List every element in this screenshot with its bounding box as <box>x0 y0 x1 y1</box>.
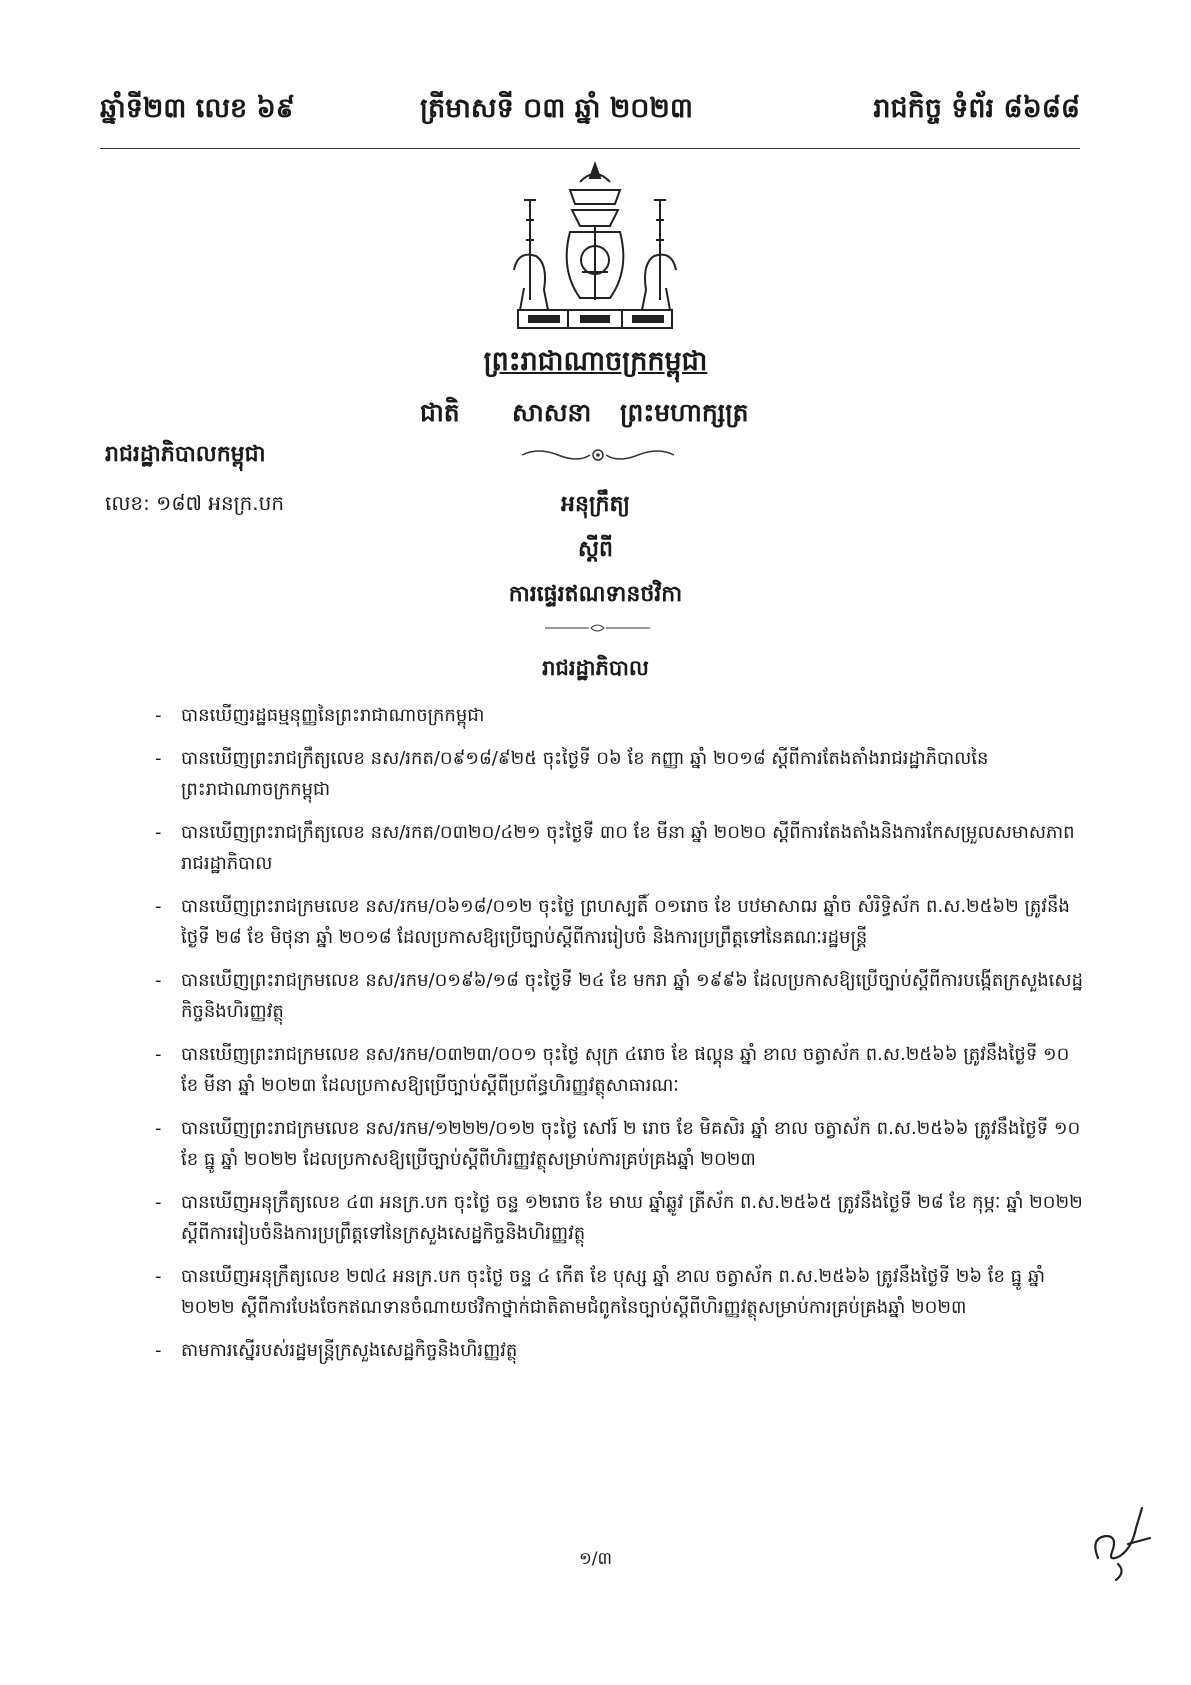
document-type: អនុក្រឹត្យ <box>561 492 630 517</box>
motto-religion: សាសនា <box>512 398 592 427</box>
clause-text: បានឃើញអនុក្រឹត្យលេខ ៤៣ អនក្រ.បក ចុះថ្ងៃ ចន្ទ ១២រោច ខែ មាឃ ឆ្នាំឆ្លូវ ត្រីស័ក ព.ស.២៥៦៥ ត្រូវនឹងថ្ងៃទី ២៨ ខែ កុម្ភៈ ឆ្នាំ ២០២២ ស្តីពីការរៀបចំនិងការប្រព្រឹត្តទៅនៃក្រសួងសេដ្ឋកិច្ចនិងហិរញ្ញវត្ថុ <box>181 1191 1083 1244</box>
header-year-issue: ឆ្នាំទី២៣ លេខ ៦៩ <box>100 93 295 124</box>
motto-king: ព្រះមហាក្សត្រ <box>620 398 749 427</box>
clause-item <box>155 965 1085 1028</box>
clause-item <box>155 1039 1085 1102</box>
clause-text: បានឃើញព្រះរាជក្រមលេខ នស/រកម/០១៩៦/១៨ ចុះថ្ងៃទី ២៤ ខែ មករា ឆ្នាំ ១៩៩៦ ដែលប្រកាសឱ្យប្រើច្បាប់ស្តីពីការបង្កើតក្រសួងសេដ្ឋកិច្ចនិងហិរញ្ញវត្ថុ <box>181 969 1083 1022</box>
document-subject: ការផ្ទេរឥណទានថវិកា <box>508 582 683 607</box>
clause-text: បានឃើញព្រះរាជក្រមលេខ នស/រកម/០៣២៣/០០១ ចុះថ្ងៃ សុក្រ ៤រោច ខែ ផល្គុន ឆ្នាំ ខាល ចត្វាស័ក ព.ស.២៥៦៦ ត្រូវនឹងថ្ងៃទី ១០ ខែ មីនា ឆ្នាំ ២០២៣ ដែលប្រកាសឱ្យប្រើច្បាប់ស្តីពីប្រព័ន្ធហិរញ្ញវត្ថុសាធារណៈ <box>181 1043 1070 1096</box>
header-date: ត្រីមាសទី ០៣ ឆ្នាំ ២០២៣ <box>420 93 693 124</box>
page-number: ១/៣ <box>578 1549 613 1569</box>
clause-text: តាមការស្នើរបស់រដ្ឋមន្ត្រីក្រសួងសេដ្ឋកិច្ចនិងហិរញ្ញវត្ថុ <box>181 1339 518 1361</box>
clause-text: បានឃើញរដ្ឋធម្មនុញ្ញនៃព្រះរាជាណាចក្រកម្ពុជា <box>181 705 485 726</box>
clause-item <box>155 817 1085 880</box>
header-gazette-page: រាជកិច្ច ទំព័រ ៨៦៨៨ <box>873 93 1080 124</box>
signature-icon <box>1088 1498 1158 1583</box>
clause-item <box>155 1187 1085 1250</box>
authority-heading: រាជរដ្ឋាភិបាល <box>542 656 649 680</box>
small-divider-icon <box>545 622 650 634</box>
clause-marker: - <box>155 1191 162 1213</box>
motto-nation: ជាតិ <box>420 398 460 427</box>
gazette-header <box>100 92 1080 142</box>
clause-text: បានឃើញព្រះរាជក្រមលេខ នស/រកម/១២២២/០១២ ចុះថ្ងៃ សៅរ៍ ២ រោច ខែ មិគសិរ ឆ្នាំ ខាល ចត្វាស័ក ព.ស.២៥៦៦ ត្រូវនឹងថ្ងៃទី ១០ ខែ ធ្នូ ឆ្នាំ ២០២២ ដែលប្រកាសឱ្យប្រើច្បាប់ស្តីពីហិរញ្ញវត្ថុសម្រាប់ការគ្រប់គ្រងឆ្នាំ ២០២៣ <box>181 1117 1081 1170</box>
ornament-divider-icon <box>518 445 678 465</box>
clause-marker: - <box>155 747 162 769</box>
clause-marker: - <box>155 821 162 843</box>
clause-item <box>155 743 1085 806</box>
kingdom-title: ព្រះរាជាណាចក្រកម្ពុជា <box>483 346 708 377</box>
document-about: ស្តីពី <box>578 537 613 562</box>
clause-text: បានឃើញព្រះរាជក្រមលេខ នស/រកម/០៦១៨/០១២ ចុះថ្ងៃ ព្រហស្បតិ៍ ០១រោច ខែ បឋមាសាឍ ឆ្នាំច សំរិទ្ធិស័ក ព.ស.២៥៦២ ត្រូវនឹងថ្ងៃទី ២៨ ខែ មិថុនា ឆ្នាំ ២០១៨ ដែលប្រកាសឱ្យប្រើច្បាប់ស្តីពីការរៀបចំ និងការប្រព្រឹត្តទៅនៃគណៈរដ្ឋមន្ត្រី <box>181 895 1070 948</box>
clause-marker: - <box>155 1265 162 1287</box>
clause-text: បានឃើញព្រះរាជក្រឹត្យលេខ នស/រកត/០៣២០/៤២១ ចុះថ្ងៃទី ៣០ ខែ មីនា ឆ្នាំ ២០២០ ស្តីពីការតែងតាំងនិងការកែសម្រួលសមាសភាពរាជរដ្ឋាភិបាល <box>181 821 1075 874</box>
decree-number: លេខ: ១៨៧ អនក្រ.បក <box>105 491 285 515</box>
clause-item <box>155 1261 1085 1324</box>
clause-marker: - <box>155 1043 162 1065</box>
clause-marker: - <box>155 1339 162 1361</box>
header-rule <box>100 148 1080 149</box>
royal-coat-of-arms-icon <box>500 160 690 335</box>
clause-item <box>155 700 1085 732</box>
clause-text: បានឃើញអនុក្រឹត្យលេខ ២៧៤ អនក្រ.បក ចុះថ្ងៃ ចន្ទ ៤ កើត ខែ បុស្ស ឆ្នាំ ខាល ចត្វាស័ក ព.ស.២៥៦៦ ត្រូវនឹងថ្ងៃទី ២៦ ខែ ធ្នូ ឆ្នាំ ២០២២ ស្តីពីការបែងចែកឥណទានចំណាយថវិកាថ្នាក់ជាតិតាមជំពូកនៃច្បាប់ស្តីពីហិរញ្ញវត្ថុសម្រាប់ការគ្រប់គ្រងឆ្នាំ ២០២៣ <box>181 1265 1045 1318</box>
clause-text: បានឃើញព្រះរាជក្រឹត្យលេខ នស/រកត/០៩១៨/៩២៥ ចុះថ្ងៃទី ០៦ ខែ កញ្ញា ឆ្នាំ ២០១៨ ស្តីពីការតែងតាំងរាជរដ្ឋាភិបាលនៃព្រះរាជាណាចក្រកម្ពុជា <box>181 747 989 800</box>
clause-marker: - <box>155 895 162 917</box>
issuing-government: រាជរដ្ឋាភិបាលកម្ពុជា <box>105 442 266 467</box>
clause-item <box>155 1113 1085 1176</box>
clause-marker: - <box>155 1117 162 1139</box>
national-motto <box>420 398 800 432</box>
clause-item <box>155 1335 1085 1367</box>
clause-marker: - <box>155 969 162 991</box>
clause-item <box>155 891 1085 954</box>
clause-marker: - <box>155 705 162 726</box>
preamble-clauses <box>155 700 1085 1377</box>
